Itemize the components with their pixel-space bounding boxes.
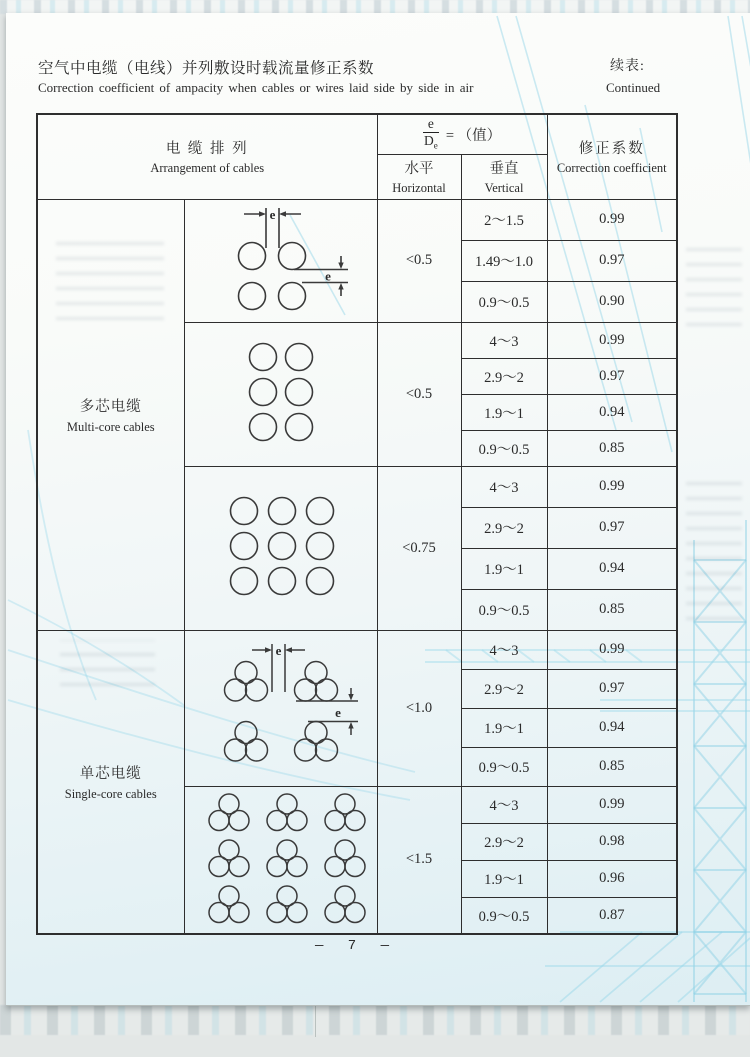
header-vertical-cn: 垂直 <box>489 161 519 177</box>
coefficient-cell: 0.85 <box>547 589 677 630</box>
vertical-range-cell: 1.9～1 <box>461 394 547 430</box>
coefficient-cell: 0.97 <box>547 358 677 394</box>
e-dimension-label: e <box>269 207 275 222</box>
coefficient-cell: 0.87 <box>547 897 677 934</box>
header-arrangement-cn: 电 缆 排 列 <box>165 141 249 158</box>
cable-arrangement-diagram-trefoil-2x2 <box>196 640 366 772</box>
header-coefficient-en: Correction coefficient <box>556 161 667 176</box>
e-dimension-label: e <box>275 642 281 658</box>
coefficient-cell: 0.99 <box>547 466 677 507</box>
ratio-denominator <box>423 133 439 151</box>
coefficient-cell: 0.99 <box>547 630 677 669</box>
horizontal-value-cell: <0.5 <box>377 322 461 466</box>
coefficient-cell: 0.85 <box>547 747 677 786</box>
group-label-en: Multi-core cables <box>66 419 155 434</box>
vertical-range-cell: 0.9～0.5 <box>461 430 547 466</box>
vertical-range-cell: 4～3 <box>461 466 547 507</box>
header-horizontal-en: Horizontal <box>392 181 446 195</box>
coefficient-cell: 0.99 <box>547 786 677 823</box>
vertical-range-cell: 1.49～1.0 <box>461 240 547 281</box>
vertical-range-cell: 1.9～1 <box>461 548 547 589</box>
vertical-range-cell: 2.9～2 <box>461 669 547 708</box>
cable-arrangement-diagram-circles-2x3 <box>221 333 341 451</box>
scan-noise-bottom <box>0 1005 750 1035</box>
diagram-cell-trefoil-3x3 <box>184 786 377 934</box>
header-arrangement <box>37 114 377 199</box>
page-number: — 7 — <box>314 938 397 954</box>
cable-arrangement-diagram-circles-2x2 <box>206 202 356 314</box>
coefficient-cell: 0.96 <box>547 860 677 897</box>
cable-arrangement-diagram-trefoil-3x3 <box>191 787 371 927</box>
vertical-range-cell: 2.9～2 <box>461 507 547 548</box>
continued-label-cn: 续表: <box>610 59 645 74</box>
header-vertical <box>461 154 547 199</box>
header-vertical-en: Vertical <box>484 181 524 195</box>
header-coefficient <box>547 114 677 199</box>
ratio-denominator-main: D <box>423 133 434 149</box>
diagram-cell-circles-3x3 <box>184 466 377 630</box>
page-title-cn: 空气中电缆（电线）并列敷设时载流量修正系数 <box>38 60 375 77</box>
group-label-en: Single-core cables <box>64 786 157 801</box>
scan-noise-top <box>0 0 750 14</box>
diagram-cell-circles-2x2 <box>184 199 377 322</box>
coefficient-cell: 0.90 <box>547 281 677 322</box>
horizontal-value-cell: <0.5 <box>377 199 461 322</box>
header-horizontal <box>377 154 461 199</box>
coefficient-cell: 0.99 <box>547 199 677 240</box>
header-arrangement-en: Arrangement of cables <box>150 161 265 176</box>
horizontal-value-cell: <1.0 <box>377 630 461 786</box>
vertical-range-cell: 4～3 <box>461 322 547 358</box>
header-coefficient-cn: 修正系数 <box>578 141 645 158</box>
header-ratio <box>377 114 547 154</box>
horizontal-value-cell: <0.75 <box>377 466 461 630</box>
ratio-denominator-sub: e <box>433 140 438 151</box>
vertical-range-cell: 4～3 <box>461 786 547 823</box>
e-dimension-label: e <box>334 704 341 720</box>
vertical-range-cell: 0.9～0.5 <box>461 589 547 630</box>
bleedthrough-text-blob <box>686 470 742 620</box>
scan-artifact-line <box>315 1004 316 1037</box>
vertical-range-cell: 1.9～1 <box>461 708 547 747</box>
coefficient-cell: 0.85 <box>547 430 677 466</box>
continued-label <box>606 55 661 96</box>
coefficient-cell: 0.97 <box>547 240 677 281</box>
page-title-en: Correction coefficient of ampacity when cables or wires laid side by side in air <box>38 80 474 95</box>
horizontal-value-cell: <1.5 <box>377 786 461 934</box>
coefficient-cell: 0.99 <box>547 322 677 358</box>
coefficient-cell: 0.97 <box>547 669 677 708</box>
cable-arrangement-diagram-circles-3x3 <box>206 487 356 605</box>
coefficient-cell: 0.97 <box>547 507 677 548</box>
continued-label-en: Continued <box>606 80 661 95</box>
group-label-cn: 单芯电缆 <box>79 765 142 782</box>
vertical-range-cell: 4～3 <box>461 630 547 669</box>
vertical-range-cell: 0.9～0.5 <box>461 747 547 786</box>
diagram-cell-trefoil-2x2 <box>184 630 377 786</box>
group-label-cn: 多芯电缆 <box>79 398 142 415</box>
vertical-range-cell: 2.9～2 <box>461 358 547 394</box>
diagram-cell-circles-2x3 <box>184 322 377 466</box>
e-dimension-label: e <box>324 268 331 284</box>
coefficient-cell: 0.94 <box>547 394 677 430</box>
ratio-fraction <box>423 117 439 151</box>
vertical-range-cell: 0.9～0.5 <box>461 281 547 322</box>
vertical-range-cell: 2.9～2 <box>461 823 547 860</box>
correction-coefficient-table <box>36 113 678 935</box>
coefficient-cell: 0.98 <box>547 823 677 860</box>
bleedthrough-text-blob <box>686 236 742 326</box>
vertical-range-cell: 1.9～1 <box>461 860 547 897</box>
coefficient-cell: 0.94 <box>547 708 677 747</box>
vertical-range-cell: 2～1.5 <box>461 199 547 240</box>
group-label-multi-core <box>37 199 184 630</box>
coefficient-cell: 0.94 <box>547 548 677 589</box>
group-label-single-core <box>37 630 184 934</box>
ratio-numerator: e <box>423 117 439 133</box>
vertical-range-cell: 0.9～0.5 <box>461 897 547 934</box>
header-horizontal-cn: 水平 <box>404 161 434 177</box>
ratio-suffix: = （值） <box>445 127 502 144</box>
